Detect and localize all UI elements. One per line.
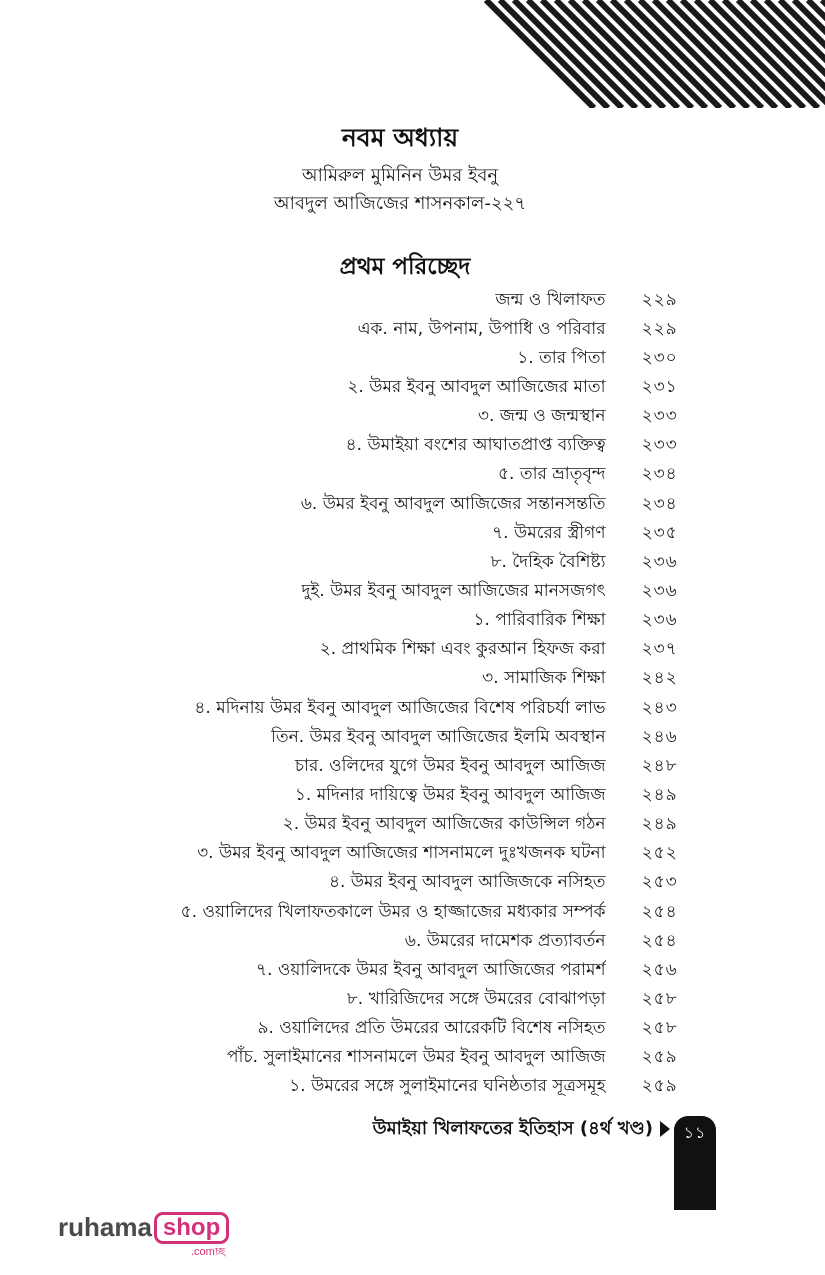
toc-entry-title: ৩. জন্ম ও জন্মস্থান — [477, 406, 606, 427]
toc-entry-title: ১. তার পিতা — [517, 347, 606, 368]
toc-entry-page: ২৫২ — [641, 843, 678, 864]
toc-row — [140, 665, 700, 694]
running-footer — [300, 1112, 670, 1146]
toc-row — [140, 315, 700, 344]
toc-entry-title: ১. উমরের সঙ্গে সুলাইমানের ঘনিষ্ঠতার সূত্রসমূহ — [289, 1076, 606, 1097]
toc-entry-title: পাঁচ. সুলাইমানের শাসনামলে উমর ইবনু আবদুল আজিজ — [227, 1047, 606, 1068]
toc-entry-page: ২৫৮ — [641, 988, 678, 1009]
page-number: ১১ — [683, 1123, 707, 1142]
toc-entry-page: ২৪৮ — [641, 755, 678, 776]
chapter-title: নবম অধ্যায় — [341, 123, 459, 152]
toc-entry-title: দুই. উমর ইবনু আবদুল আজিজের মানসজগৎ — [301, 580, 606, 601]
toc-row — [140, 461, 700, 490]
toc-entry-page: ২৫৯ — [641, 1047, 678, 1068]
toc-entry-page: ২৪৯ — [641, 784, 678, 805]
toc-row — [140, 985, 700, 1014]
toc-row — [140, 432, 700, 461]
toc-entry-page: ২৩৪ — [641, 493, 678, 514]
toc-row — [140, 840, 700, 869]
toc-entry-title: তিন. উমর ইবনু আবদুল আজিজের ইলমি অবস্থান — [270, 726, 606, 747]
toc-row — [140, 811, 700, 840]
toc-entry-page: ২৪৬ — [641, 726, 678, 747]
toc-row — [140, 723, 700, 752]
toc-row — [140, 403, 700, 432]
toc-row — [140, 927, 700, 956]
toc-row — [140, 694, 700, 723]
toc-entry-title: ৯. ওয়ালিদের প্রতি উমরের আরেকটি বিশেষ নসিহত — [257, 1018, 606, 1039]
toc-entry-page: ২৪৩ — [641, 697, 678, 718]
chapter-subtitle-line-2: আবদুল আজিজের শাসনকাল-২২৭ — [273, 193, 527, 214]
toc-entry-page: ২৩৩ — [641, 435, 678, 456]
toc-row — [140, 607, 700, 636]
toc-entry-title: ৪. উমাইয়া বংশের আঘাতপ্রাপ্ত ব্যক্তিত্ব — [345, 435, 606, 456]
toc-entry-title: ৬. উমর ইবনু আবদুল আজিজের সন্তানসন্ততি — [300, 493, 606, 514]
toc-row — [140, 373, 700, 402]
toc-entry-title: ৩. উমর ইবনু আবদুল আজিজের শাসনামলে দুঃখজনক ঘটনা — [197, 843, 606, 864]
table-of-contents — [140, 286, 700, 1102]
watermark-brand-part1: ruhama — [58, 1212, 152, 1242]
toc-row — [140, 752, 700, 781]
toc-row — [140, 548, 700, 577]
triangle-right-icon — [660, 1121, 670, 1137]
toc-entry-page: ২৩১ — [641, 376, 678, 397]
toc-entry-page: ২৫৮ — [641, 1018, 678, 1039]
toc-entry-title: ১. পারিবারিক শিক্ষা — [473, 610, 606, 631]
diagonal-stripes-decoration — [480, 0, 825, 108]
toc-entry-title: ৬. উমরের দামেশক প্রত্যাবর্তন — [404, 930, 606, 951]
toc-entry-page: ২৫৪ — [641, 930, 678, 951]
toc-row — [140, 1073, 700, 1102]
toc-row — [140, 898, 700, 927]
toc-entry-page: ২৩৬ — [641, 580, 678, 601]
watermark-brand-part2: shop — [154, 1212, 229, 1244]
toc-entry-page: ২২৯ — [641, 289, 678, 310]
toc-entry-page: ২৩৪ — [641, 464, 678, 485]
toc-entry-title: ৪. মদিনায় উমর ইবনু আবদুল আজিজের বিশেষ পরিচর্যা লাভ — [194, 697, 606, 718]
toc-entry-page: ২৪২ — [641, 668, 678, 689]
toc-entry-title: এক. নাম, উপনাম, উপাধি ও পরিবার — [357, 318, 606, 339]
toc-row — [140, 1015, 700, 1044]
toc-entry-title: ২. উমর ইবনু আবদুল আজিজের কাউন্সিল গঠন — [282, 814, 606, 835]
toc-entry-page: ২৩০ — [641, 347, 678, 368]
watermark-shop-badge — [154, 1212, 229, 1258]
toc-entry-title: ৭. উমরের স্ত্রীগণ — [492, 522, 606, 543]
toc-entry-title: ১. মদিনার দায়িত্বে উমর ইবনু আবদুল আজিজ — [294, 784, 606, 805]
toc-entry-page: ২৩৭ — [641, 639, 678, 660]
toc-entry-title: ৫. ওয়ালিদের খিলাফতকালে উমর ও হাজ্জাজের মধ্যকার সম্পর্ক — [180, 901, 606, 922]
toc-row — [140, 1044, 700, 1073]
watermark-logo — [58, 1212, 229, 1256]
toc-entry-title: ২. উমর ইবনু আবদুল আজিজের মাতা — [347, 376, 606, 397]
toc-entry-page: ২৩৬ — [641, 551, 678, 572]
toc-entry-page: ২২৯ — [641, 318, 678, 339]
toc-row — [140, 781, 700, 810]
toc-row — [140, 636, 700, 665]
toc-entry-title: চার. ওলিদের যুগে উমর ইবনু আবদুল আজিজ — [294, 755, 606, 776]
book-title: উমাইয়া খিলাফতের ইতিহাস (৪র্থ খণ্ড) — [372, 1117, 653, 1139]
toc-entry-page: ২৪৯ — [641, 814, 678, 835]
toc-row — [140, 286, 700, 315]
toc-entry-page: ২৫৯ — [641, 1076, 678, 1097]
stripe-line — [480, 0, 496, 108]
toc-entry-title: ৮. খারিজিদের সঙ্গে উমরের বোঝাপড়া — [346, 988, 606, 1009]
toc-entry-page: ২৩৩ — [641, 406, 678, 427]
toc-entry-page: ২৫৬ — [641, 959, 678, 980]
toc-entry-page: ২৩৬ — [641, 610, 678, 631]
toc-entry-title: ২. প্রাথমিক শিক্ষা এবং কুরআন হিফজ করা — [319, 639, 606, 660]
toc-entry-title: ৫. তার ভ্রাতৃবৃন্দ — [498, 464, 606, 485]
chapter-subtitle-line-1: আমিরুল মুমিনিন উমর ইবনু — [301, 165, 499, 186]
toc-entry-title: ৮. দৈহিক বৈশিষ্ট্য — [490, 551, 606, 572]
toc-row — [140, 344, 700, 373]
toc-entry-title: জন্ম ও খিলাফত — [495, 289, 606, 310]
toc-entry-page: ২৫৪ — [641, 901, 678, 922]
toc-entry-title: ৩. সামাজিক শিক্ষা — [482, 668, 606, 689]
stripe-line — [480, 0, 482, 108]
toc-row — [140, 577, 700, 606]
toc-entry-page: ২৩৫ — [641, 522, 678, 543]
toc-entry-title: ৭. ওয়ালিদকে উমর ইবনু আবদুল আজিজের পরামর্শ — [256, 959, 606, 980]
toc-entry-page: ২৫৩ — [641, 872, 678, 893]
toc-row — [140, 869, 700, 898]
page-number-tab — [674, 1116, 716, 1210]
watermark-brand-suffix: .comচ্ছ — [190, 1246, 226, 1258]
toc-row — [140, 956, 700, 985]
toc-row — [140, 519, 700, 548]
toc-row — [140, 490, 700, 519]
section-title: প্রথম পরিচ্ছেদ — [339, 254, 471, 280]
toc-entry-title: ৪. উমর ইবনু আবদুল আজিজকে নসিহত — [328, 872, 606, 893]
